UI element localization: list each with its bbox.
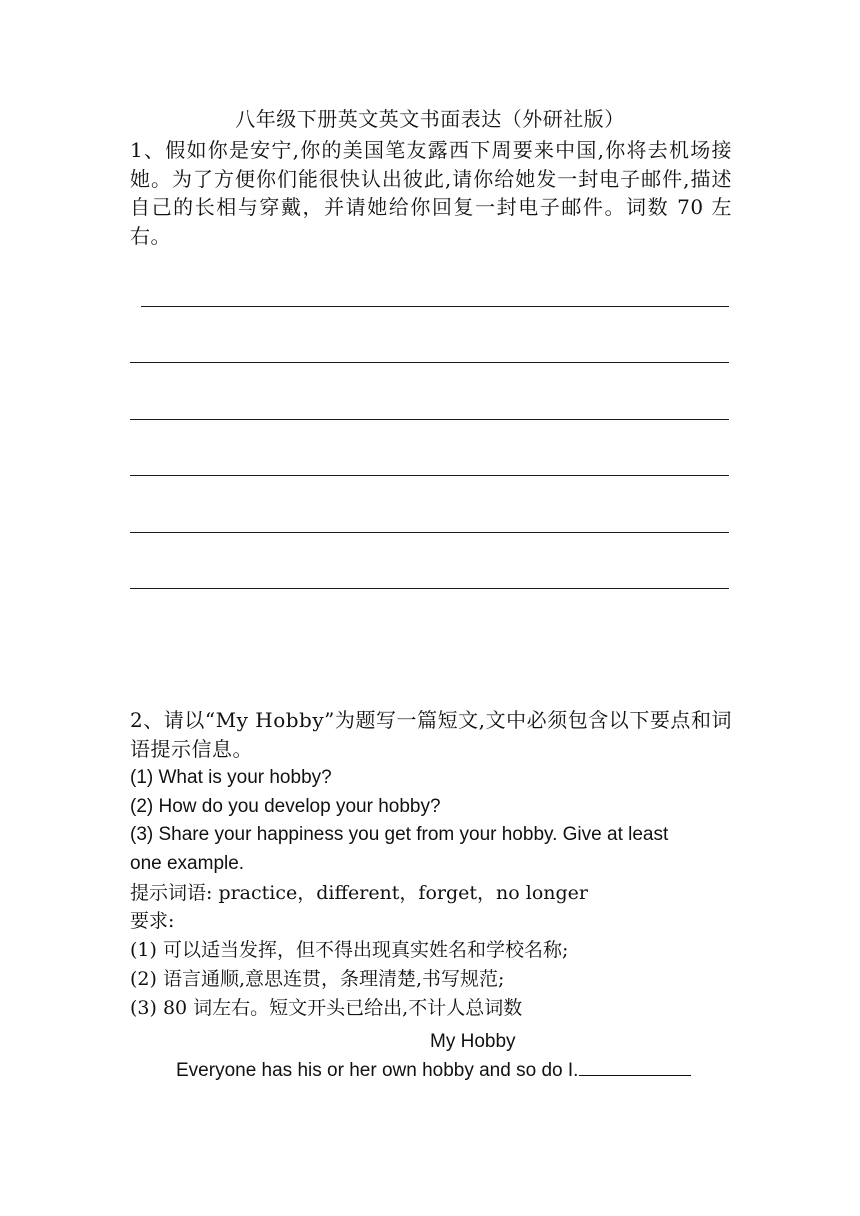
answer-line-6 — [130, 588, 729, 589]
point-3-line-2: one example. — [130, 853, 245, 874]
point-2: (2) How do you develop your hobby? — [130, 796, 441, 817]
requirement-2: (2) 语言通顺,意思连贯，条理清楚,书写规范; — [130, 968, 505, 990]
answer-line-4 — [130, 475, 729, 476]
requirement-1: (1) 可以适当发挥，但不得出现真实姓名和学校名称; — [130, 939, 569, 961]
hint-words: 提示词语: practice，different，forget，no longer — [130, 882, 588, 904]
requirements-label: 要求: — [130, 910, 175, 932]
question-2-intro: 2、请以“My Hobby”为题写一篇短文,文中必须包含以下要点和词语提示信息。 — [130, 708, 732, 761]
point-3-line-1: (3) Share your happiness you get from your hobby. Give at least — [130, 824, 669, 845]
point-1: (1) What is your hobby? — [130, 767, 332, 788]
essay-title: My Hobby — [430, 1031, 516, 1052]
page-title: 八年级下册英文英文书面表达（外研社版） — [235, 107, 625, 131]
requirement-3: (3) 80 词左右。短文开头已给出,不计人总词数 — [130, 997, 523, 1019]
essay-answer-blank[interactable] — [579, 1075, 691, 1076]
answer-line-5 — [130, 532, 729, 533]
essay-opening-line — [176, 1057, 691, 1085]
essay-opening-text: Everyone has his or her own hobby and so do I. — [176, 1060, 579, 1081]
answer-line-3 — [130, 419, 729, 420]
question-1-prompt: 1、假如你是安宁,你的美国笔友露西下周要来中国,你将去机场接她。为了方便你们能很快认出彼此,请你给她发一封电子邮件,描述自己的长相与穿戴，并请她给你回复一封电子邮件。词数 70 左右。 — [130, 138, 732, 248]
answer-line-2 — [130, 362, 729, 363]
answer-line-1 — [141, 306, 729, 307]
